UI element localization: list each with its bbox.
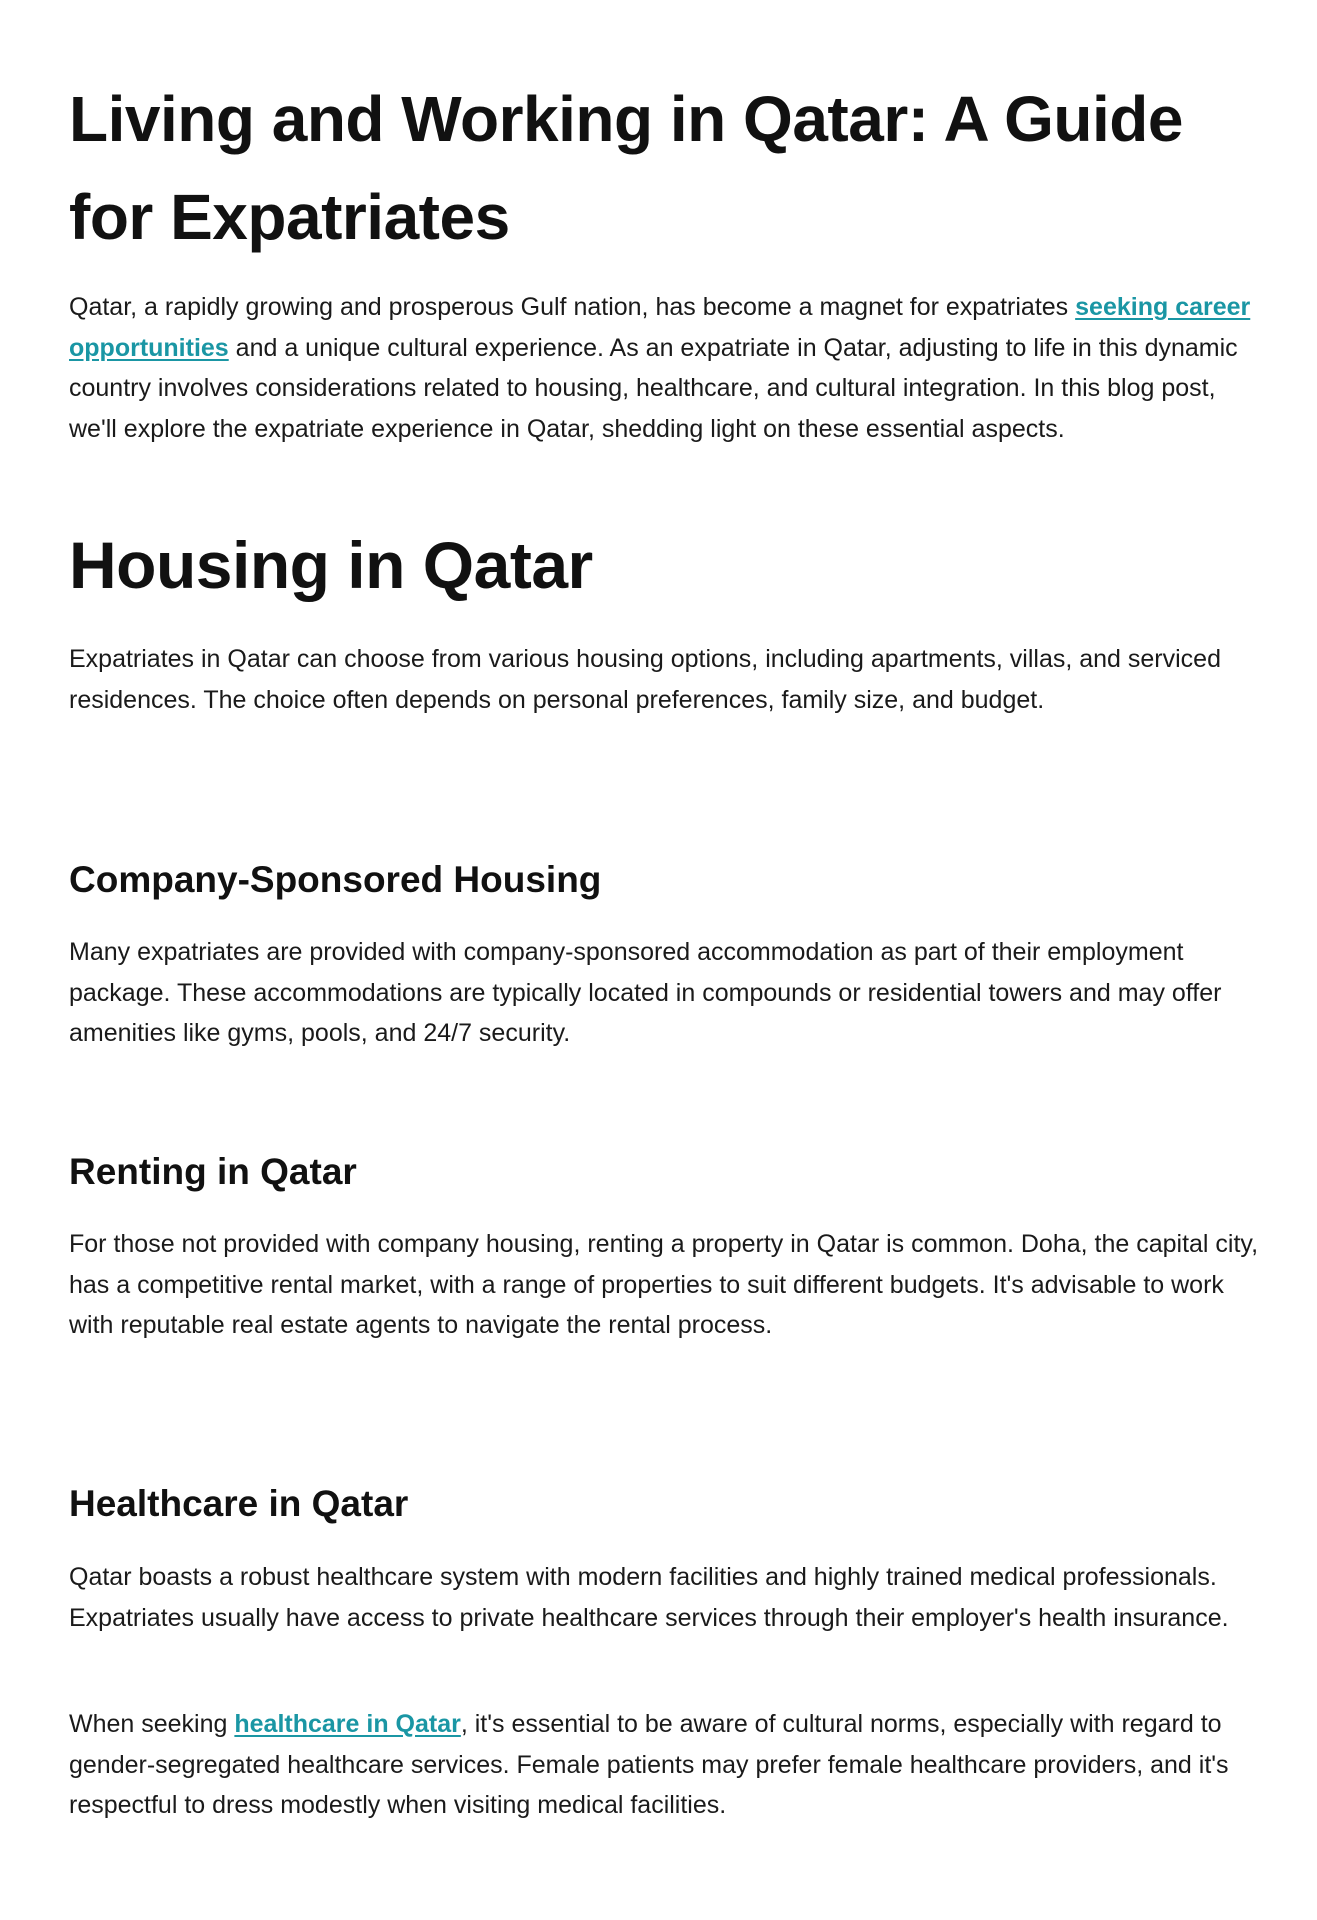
- intro-text: Qatar, a rapidly growing and prosperous Gulf nation, has become a magnet for expatriates: [69, 293, 1076, 321]
- healthcare-text-rest: , it's essential to be aware of cultural norms, especially with regard to gender-segregated healthcare services. Female patients may prefer female healthcare providers, and it's respectful to dress modestly when visiting medical facilities.: [69, 1710, 1229, 1819]
- healthcare-heading: Healthcare in Qatar: [69, 1483, 409, 1524]
- healthcare-in-qatar-link[interactable]: healthcare in Qatar: [234, 1710, 461, 1738]
- company-housing-heading: Company-Sponsored Housing: [69, 859, 602, 900]
- page-title: Living and Working in Qatar: A Guide for Expatriates: [69, 83, 1183, 253]
- career-opportunities-link[interactable]: seeking career opportunities: [69, 293, 1251, 362]
- healthcare-text: When seeking: [69, 1710, 235, 1738]
- healthcare-paragraph: Qatar boasts a robust healthcare system with modern facilities and highly trained medical professionals. Expatriates usually have access to private healthcare services through their employer's health insurance.: [69, 1563, 1229, 1632]
- intro-text-rest: and a unique cultural experience. As an expatriate in Qatar, adjusting to life in this dynamic country involves considerations related to housing, healthcare, and cultural integration. In this blog post, we'll explore the expatriate experience in Qatar, shedding light on these essential aspects.: [69, 333, 1238, 443]
- company-housing-paragraph: Many expatriates are provided with company-sponsored accommodation as part of their employment package. These accommodations are typically located in compounds or residential towers and may offer amenities like gyms, pools, and 24/7 security.: [69, 938, 1222, 1047]
- healthcare-cultural-paragraph: [69, 1704, 1269, 1826]
- housing-paragraph: Expatriates in Qatar can choose from various housing options, including apartments, villas, and serviced residences. The choice often depends on personal preferences, family size, and budget.: [69, 645, 1221, 714]
- renting-heading: Renting in Qatar: [69, 1151, 357, 1192]
- renting-paragraph: For those not provided with company housing, renting a property in Qatar is common. Doha, the capital city, has a competitive rental market, with a range of properties to suit different budgets. It's advisable to work with reputable real estate agents to navigate the rental process.: [69, 1230, 1259, 1339]
- intro-paragraph: [69, 287, 1269, 449]
- housing-heading: Housing in Qatar: [69, 528, 593, 602]
